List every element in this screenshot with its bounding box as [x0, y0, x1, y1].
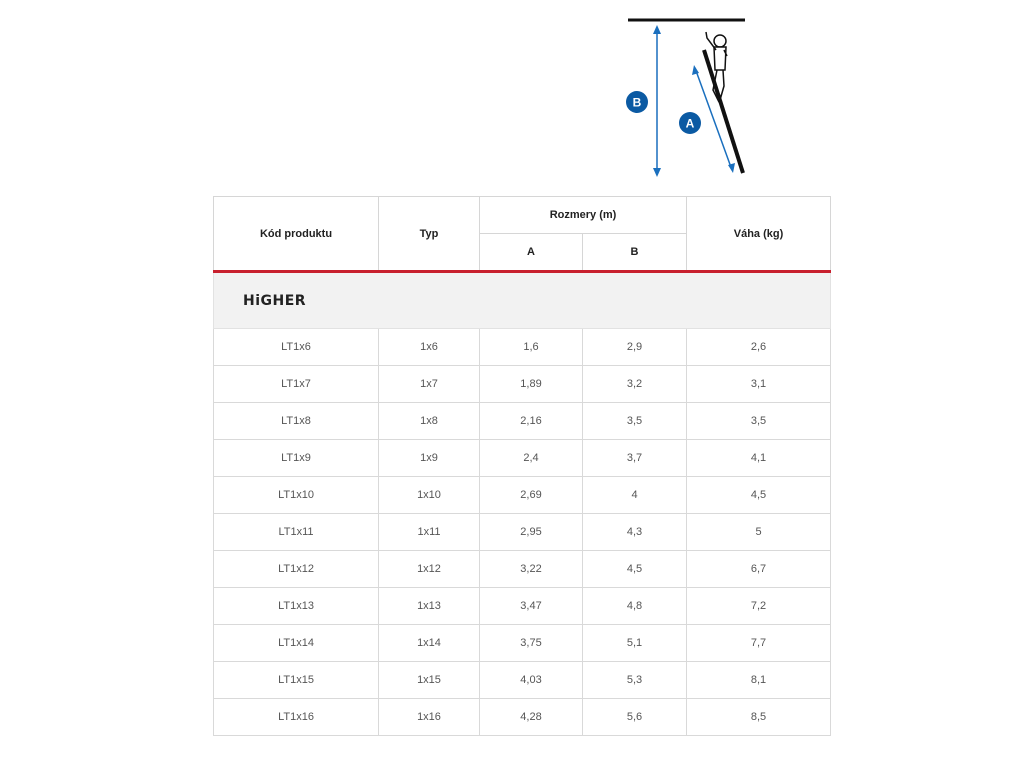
- height-arrow-b-top-head: [653, 25, 661, 34]
- cell-code: LT1x11: [214, 514, 379, 551]
- cell-a: 4,28: [480, 699, 583, 736]
- arrow-a-bottom-head: [728, 163, 735, 173]
- cell-b: 4: [583, 477, 687, 514]
- brand-logo: HiGHER: [243, 292, 307, 309]
- table-row: [214, 625, 831, 662]
- cell-a: 4,03: [480, 662, 583, 699]
- brand-row: [214, 272, 831, 329]
- cell-b: 3,7: [583, 440, 687, 477]
- cell-b: 4,8: [583, 588, 687, 625]
- table-row: [214, 403, 831, 440]
- cell-weight: 4,1: [687, 440, 831, 477]
- table-row: [214, 588, 831, 625]
- cell-type: 1x8: [379, 403, 480, 440]
- cell-type: 1x16: [379, 699, 480, 736]
- cell-b: 5,3: [583, 662, 687, 699]
- cell-code: LT1x12: [214, 551, 379, 588]
- cell-type: 1x11: [379, 514, 480, 551]
- table-row: [214, 551, 831, 588]
- header-dimensions: Rozmery (m): [480, 197, 687, 234]
- brand-cell: [214, 272, 831, 329]
- cell-type: 1x13: [379, 588, 480, 625]
- cell-weight: 4,5: [687, 477, 831, 514]
- cell-type: 1x15: [379, 662, 480, 699]
- cell-weight: 8,5: [687, 699, 831, 736]
- cell-b: 3,2: [583, 366, 687, 403]
- table-row: [214, 329, 831, 366]
- cell-weight: 7,7: [687, 625, 831, 662]
- table-body: [214, 329, 831, 736]
- cell-a: 2,69: [480, 477, 583, 514]
- ladder-diagram: [600, 10, 770, 182]
- header-dimension-b: B: [583, 234, 687, 272]
- cell-a: 1,89: [480, 366, 583, 403]
- cell-weight: 3,1: [687, 366, 831, 403]
- header-product-code: Kód produktu: [214, 197, 379, 272]
- cell-a: 3,47: [480, 588, 583, 625]
- table-row: [214, 477, 831, 514]
- cell-a: 2,16: [480, 403, 583, 440]
- cell-type: 1x6: [379, 329, 480, 366]
- cell-a: 2,95: [480, 514, 583, 551]
- cell-type: 1x14: [379, 625, 480, 662]
- cell-b: 4,5: [583, 551, 687, 588]
- arrow-a-top-head: [692, 65, 699, 75]
- cell-b: 5,6: [583, 699, 687, 736]
- cell-code: LT1x7: [214, 366, 379, 403]
- table-row: [214, 699, 831, 736]
- cell-type: 1x9: [379, 440, 480, 477]
- cell-type: 1x10: [379, 477, 480, 514]
- height-arrow-b-bottom-head: [653, 168, 661, 177]
- product-spec-table: [213, 196, 831, 736]
- table-row: [214, 440, 831, 477]
- cell-type: 1x7: [379, 366, 480, 403]
- cell-a: 3,75: [480, 625, 583, 662]
- table-row: [214, 366, 831, 403]
- label-b: B: [632, 95, 642, 110]
- cell-weight: 5: [687, 514, 831, 551]
- cell-code: LT1x14: [214, 625, 379, 662]
- cell-weight: 7,2: [687, 588, 831, 625]
- cell-a: 2,4: [480, 440, 583, 477]
- cell-code: LT1x16: [214, 699, 379, 736]
- cell-type: 1x12: [379, 551, 480, 588]
- table-row: [214, 662, 831, 699]
- cell-b: 5,1: [583, 625, 687, 662]
- table-row: [214, 514, 831, 551]
- cell-b: 4,3: [583, 514, 687, 551]
- header-type: Typ: [379, 197, 480, 272]
- cell-b: 3,5: [583, 403, 687, 440]
- cell-a: 1,6: [480, 329, 583, 366]
- cell-a: 3,22: [480, 551, 583, 588]
- header-dimension-a: A: [480, 234, 583, 272]
- header-weight: Váha (kg): [687, 197, 831, 272]
- cell-code: LT1x10: [214, 477, 379, 514]
- cell-b: 2,9: [583, 329, 687, 366]
- label-a: A: [685, 116, 695, 131]
- cell-code: LT1x6: [214, 329, 379, 366]
- cell-code: LT1x15: [214, 662, 379, 699]
- cell-code: LT1x9: [214, 440, 379, 477]
- cell-code: LT1x13: [214, 588, 379, 625]
- cell-code: LT1x8: [214, 403, 379, 440]
- cell-weight: 8,1: [687, 662, 831, 699]
- cell-weight: 6,7: [687, 551, 831, 588]
- cell-weight: 3,5: [687, 403, 831, 440]
- cell-weight: 2,6: [687, 329, 831, 366]
